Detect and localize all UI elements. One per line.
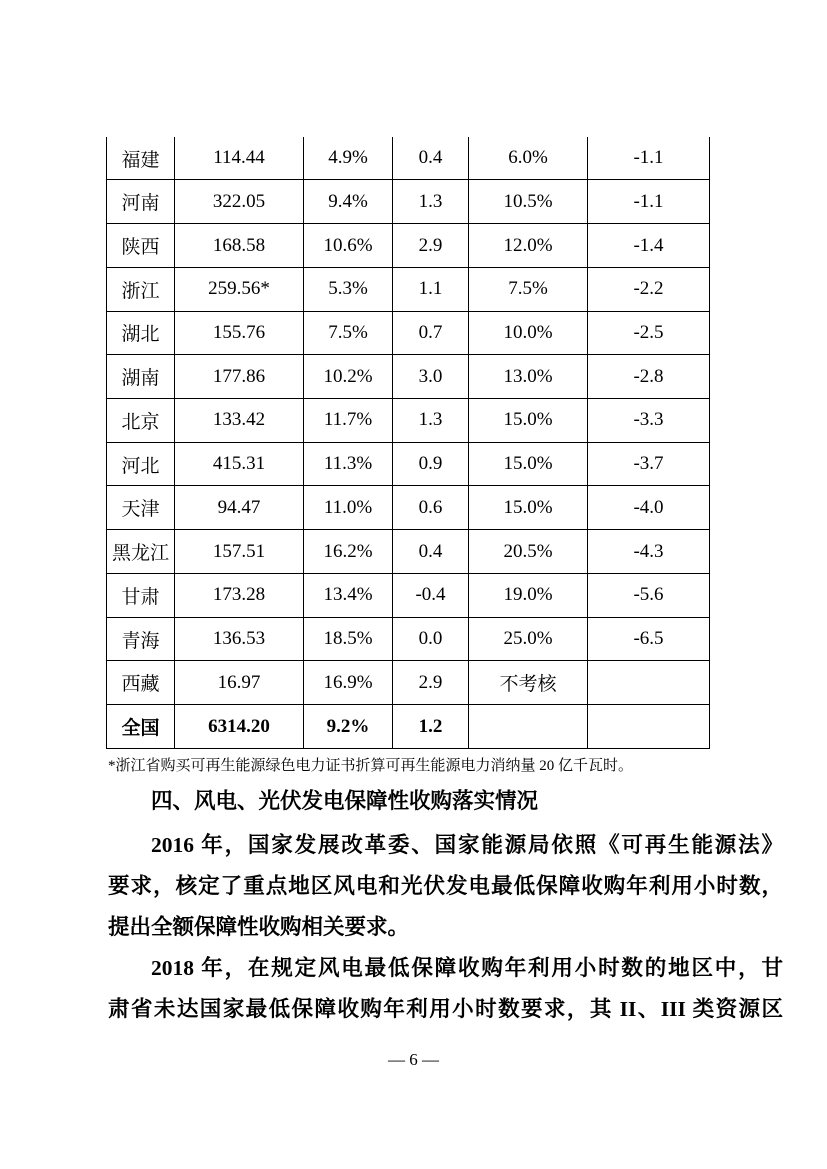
table-row	[107, 661, 710, 705]
table-cell: 青海	[107, 617, 175, 661]
table-cell: 10.6%	[304, 224, 393, 268]
table-cell: 16.2%	[304, 530, 393, 574]
table-footnote: *浙江省购买可再生能源绿色电力证书折算可再生能源电力消纳量 20 亿千瓦时。	[108, 758, 634, 774]
table-cell: 0.4	[393, 530, 469, 574]
table-cell: -0.4	[393, 573, 469, 617]
table-cell: 4.9%	[304, 137, 393, 180]
table-cell: 河南	[107, 180, 175, 224]
section-heading: 四、风电、光伏发电保障性收购落实情况	[151, 789, 539, 813]
table-cell: 15.0%	[469, 442, 588, 486]
table-cell: 157.51	[175, 530, 304, 574]
table-cell: 13.4%	[304, 573, 393, 617]
table-cell: 0.9	[393, 442, 469, 486]
table-cell: 2.9	[393, 661, 469, 705]
table-cell: 10.0%	[469, 311, 588, 355]
table-cell: 0.4	[393, 137, 469, 180]
table-cell: 0.6	[393, 486, 469, 530]
table-row	[107, 355, 710, 399]
table-cell: 北京	[107, 399, 175, 443]
table-cell: 7.5%	[304, 311, 393, 355]
table-cell: 13.0%	[469, 355, 588, 399]
table-cell: 16.97	[175, 661, 304, 705]
table-cell: 18.5%	[304, 617, 393, 661]
table-row	[107, 267, 710, 311]
table-cell: 0.7	[393, 311, 469, 355]
table-cell: 415.31	[175, 442, 304, 486]
table-cell: 1.3	[393, 399, 469, 443]
body-line: 肃省未达国家最低保障收购年利用小时数要求，其 II、III 类资源区	[108, 997, 783, 1021]
table-cell: 天津	[107, 486, 175, 530]
body-line: 2016 年，国家发展改革委、国家能源局依照《可再生能源法》	[151, 833, 783, 857]
table-row	[107, 224, 710, 268]
table-cell: -1.1	[588, 180, 710, 224]
table-row	[107, 180, 710, 224]
table-cell: 114.44	[175, 137, 304, 180]
table-cell: -3.3	[588, 399, 710, 443]
table-cell: 173.28	[175, 573, 304, 617]
table-cell: 0.0	[393, 617, 469, 661]
table-cell: 25.0%	[469, 617, 588, 661]
table-cell: 河北	[107, 442, 175, 486]
table-cell: 11.7%	[304, 399, 393, 443]
table-cell: 黑龙江	[107, 530, 175, 574]
table-cell: 11.0%	[304, 486, 393, 530]
table-cell: 10.2%	[304, 355, 393, 399]
table-cell: 浙江	[107, 267, 175, 311]
body-line: 要求，核定了重点地区风电和光伏发电最低保障收购年利用小时数，	[108, 874, 783, 898]
table-cell: -1.4	[588, 224, 710, 268]
table-cell: 94.47	[175, 486, 304, 530]
table-cell: 2.9	[393, 224, 469, 268]
table-cell: -2.2	[588, 267, 710, 311]
table-cell: 7.5%	[469, 267, 588, 311]
table-cell: -2.8	[588, 355, 710, 399]
table-row	[107, 137, 710, 180]
table-cell: -4.0	[588, 486, 710, 530]
table-cell: 福建	[107, 137, 175, 180]
table-cell: 19.0%	[469, 573, 588, 617]
province-consumption-table	[106, 137, 710, 749]
table-cell: 12.0%	[469, 224, 588, 268]
table-cell: -6.5	[588, 617, 710, 661]
table-row	[107, 442, 710, 486]
table-cell: 155.76	[175, 311, 304, 355]
table-cell: 甘肃	[107, 573, 175, 617]
table-row	[107, 573, 710, 617]
table-cell: 168.58	[175, 224, 304, 268]
table-cell: 177.86	[175, 355, 304, 399]
table-row	[107, 311, 710, 355]
province-table-body	[107, 137, 710, 749]
table-cell: -3.7	[588, 442, 710, 486]
table-cell: 湖南	[107, 355, 175, 399]
table-cell: -2.5	[588, 311, 710, 355]
table-cell: 11.3%	[304, 442, 393, 486]
body-text	[108, 825, 783, 1030]
table-cell: 10.5%	[469, 180, 588, 224]
table-cell: 136.53	[175, 617, 304, 661]
table-row	[107, 705, 710, 749]
table-cell	[469, 705, 588, 749]
body-line: 提出全额保障性收购相关要求。	[108, 915, 410, 939]
table-cell: 5.3%	[304, 267, 393, 311]
table-cell: -1.1	[588, 137, 710, 180]
table-cell: -4.3	[588, 530, 710, 574]
table-cell: 15.0%	[469, 399, 588, 443]
table-cell: 1.1	[393, 267, 469, 311]
body-line: 2018 年，在规定风电最低保障收购年利用小时数的地区中，甘	[151, 956, 783, 980]
table-cell: 1.3	[393, 180, 469, 224]
table-cell: 15.0%	[469, 486, 588, 530]
table-cell	[588, 705, 710, 749]
table-cell: -5.6	[588, 573, 710, 617]
table-cell: 9.4%	[304, 180, 393, 224]
table-row	[107, 486, 710, 530]
page-number: — 6 —	[388, 1050, 439, 1069]
table-cell: 133.42	[175, 399, 304, 443]
table-cell: 20.5%	[469, 530, 588, 574]
table-row	[107, 530, 710, 574]
table-cell: 陕西	[107, 224, 175, 268]
table-cell: 1.2	[393, 705, 469, 749]
table-cell: 322.05	[175, 180, 304, 224]
table-cell: 西藏	[107, 661, 175, 705]
table-cell: 全国	[107, 705, 175, 749]
table-row	[107, 617, 710, 661]
table-cell: 259.56*	[175, 267, 304, 311]
table-cell: 16.9%	[304, 661, 393, 705]
table-cell: 不考核	[469, 661, 588, 705]
table-cell: 湖北	[107, 311, 175, 355]
table-cell: 3.0	[393, 355, 469, 399]
table-row	[107, 399, 710, 443]
table-cell: 9.2%	[304, 705, 393, 749]
table-cell	[588, 661, 710, 705]
table-cell: 6.0%	[469, 137, 588, 180]
table-cell: 6314.20	[175, 705, 304, 749]
